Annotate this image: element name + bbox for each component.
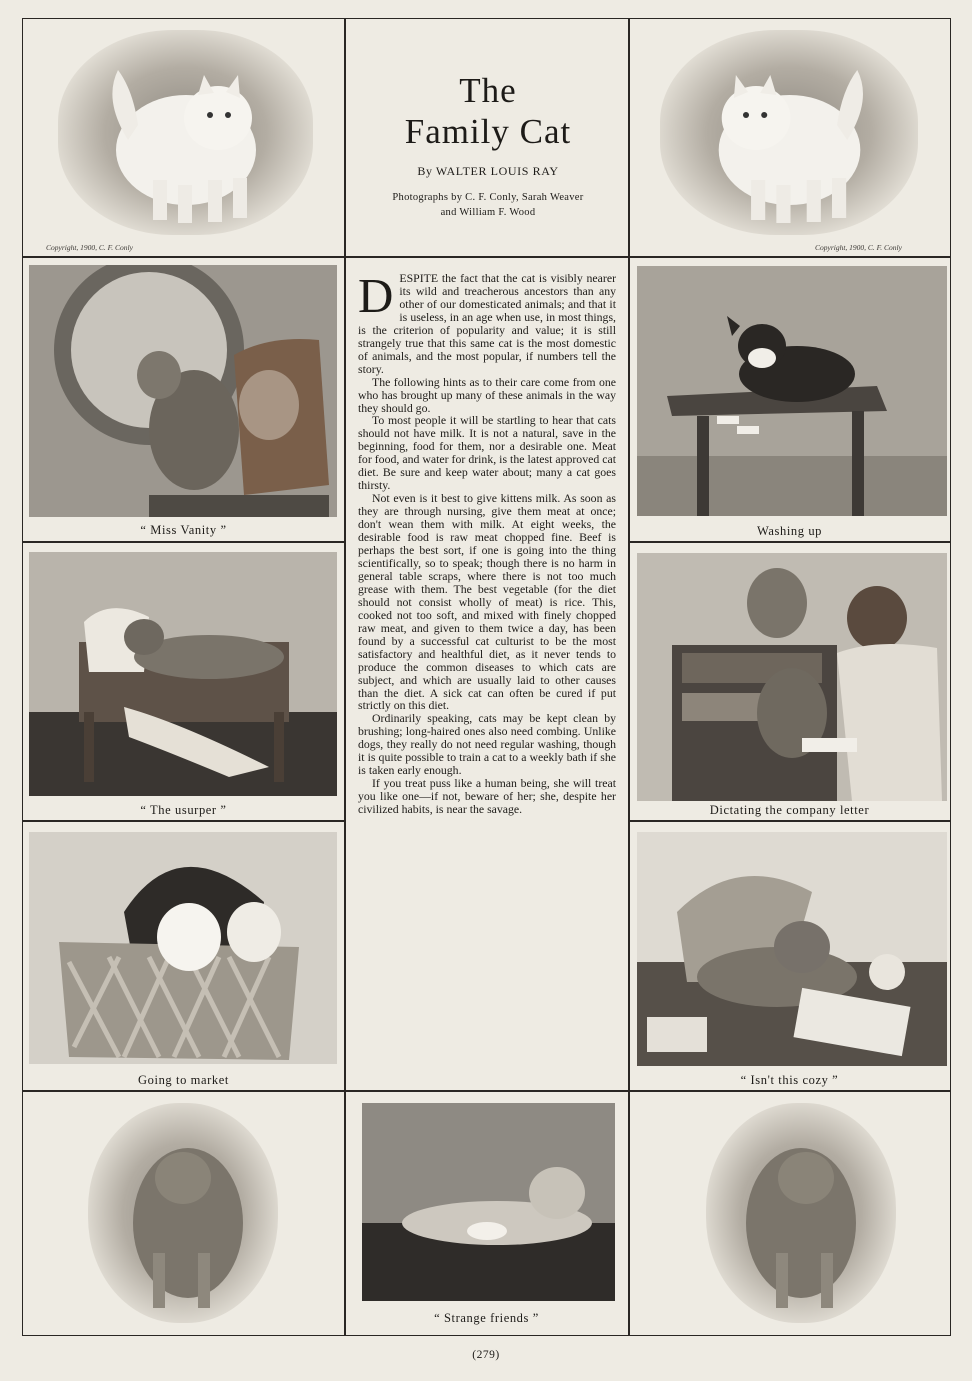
article-title-line2: Family Cat [404,112,572,151]
row-divider-3-left [22,820,345,822]
isnt-this-cozy-photo [637,832,947,1066]
row-divider-2-right [628,541,951,543]
column-divider-left [344,18,346,1336]
caption-usurper: “ The usurper ” [140,803,227,817]
caption-isnt-this-cozy: “ Isn't this cozy ” [740,1073,839,1087]
copyright-right: Copyright, 1900, C. F. Conly [815,243,902,252]
going-to-market-photo [29,832,337,1064]
row-divider-3-right [628,820,951,822]
miss-vanity-photo [29,265,337,517]
caption-going-to-market: Going to market [138,1073,229,1087]
caption-washing-up: Washing up [756,524,823,538]
article-title-line1: The [459,71,517,110]
photo-credits-line2: and William F. Wood [440,207,536,218]
article-byline: By WALTER LOUIS RAY [417,164,559,178]
row-divider-1 [22,256,951,258]
article-body [358,268,616,817]
tabby-cat-vignette-right [706,1103,896,1323]
article-paragraph: Ordinarily speaking, cats may be kept clean by brushing; long-haired ones also need combing. Unlike dogs, they really do not need regular washing, though it is quite possible to train a cat to a weekly bath if she is taken early enough. [358,711,616,778]
strange-friends-photo [362,1103,615,1301]
dictating-photo [637,553,947,801]
article-paragraph: Not even is it best to give kittens milk. As soon as they are through nursing, give them meat at once; don't wean them with milk. At eight weeks, the desirable food is raw meat chopped fine. Beef is perhaps the best sort, if one is going into the thing scientifically, so to speak; though there is no harm in general table scraps, where there is not too much grease with them. The best vegetable (for the diet should not consist wholly of meat) is rice. This, cooked not too soft, and mixed with finely chopped raw meat, and given to them twice a day, has been found by a successful cat culturist to be the most satisfactory and healthful diet, as it never tends to produce the common diseases to which cats are subject, and which are usually laid to other causes than the diet. A sick cat can often be cured if put strictly on this diet. [358,491,616,713]
white-kitten-photo-left [58,30,313,235]
row-divider-2-left [22,541,345,543]
article-paragraph: The following hints as to their care come from one who has brought up many of these animals in the way they should go. [358,374,616,415]
washing-up-photo [637,266,947,516]
caption-strange-friends: “ Strange friends ” [434,1311,539,1325]
article-paragraph: If you treat puss like a human being, she will treat you like one—if not, beware of her; she, despite her civilized habits, is near the savage. [358,776,616,817]
photo-credits-line1: Photographs by C. F. Conly, Sarah Weaver [392,192,584,203]
white-kitten-photo-right [660,30,918,235]
tabby-cat-vignette-left [88,1103,278,1323]
usurper-photo [29,552,337,796]
caption-dictating: Dictating the company letter [709,803,870,817]
page-number: (279) [472,1349,500,1361]
row-divider-4 [22,1090,951,1092]
copyright-left: Copyright, 1900, C. F. Conly [46,243,133,252]
drop-cap: D [358,268,394,323]
article-paragraph: To most people it will be startling to hear that cats should not have milk. It is not a natural, save in the beginning, food for them, nor a desirable one. Meat for food, and water for drink, is the latest approved cat diet. Be sure and keep water about; many a cat goes thirsty. [358,413,616,493]
caption-miss-vanity: “ Miss Vanity ” [140,523,227,537]
article-paragraph: DESPITE the fact that the cat is visibly nearer its wild and treacherous ancestors than any other of our domesticated animals; and that it is useless, in an age when use, in most things, is the criterion of popularity and value; it is still strangely true that this same cat is the most domestic of animals, and the most popular, if numbers tell the story. [358,268,616,376]
